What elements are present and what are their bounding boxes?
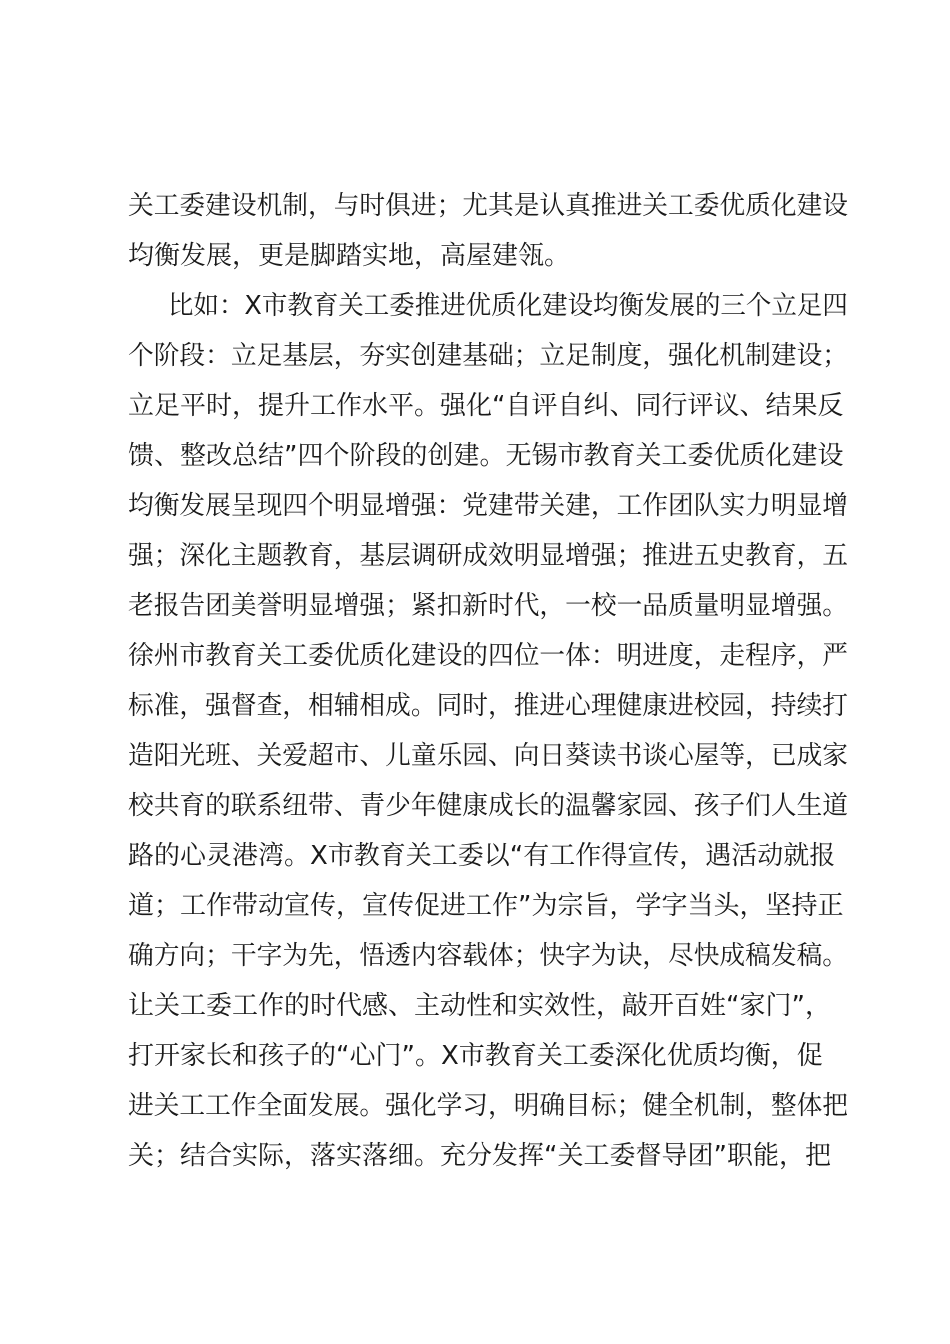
text-line: 老报告团美誉明显增强；紧扣新时代，一校一品质量明显增强。 — [128, 591, 849, 621]
text-line: 造阳光班、关爱超市、儿童乐园、向日葵读书谈心屋等，已成家 — [128, 741, 849, 771]
text-line: 关工委建设机制，与时俱进；尤其是认真推进关工委优质化建设 — [128, 191, 849, 221]
text-line: 确方向；干字为先，悟透内容载体；快字为诀，尽快成稿发稿。 — [128, 941, 849, 971]
text-line: 强；深化主题教育，基层调研成效明显增强；推进五史教育，五 — [128, 541, 849, 571]
text-line: 馈、整改总结”四个阶段的创建。无锡市教育关工委优质化建设 — [128, 441, 844, 471]
text-line: 个阶段：立足基层，夯实创建基础；立足制度，强化机制建设； — [128, 341, 849, 371]
text-line: 关；结合实际，落实落细。充分发挥“关工委督导团”职能，把 — [128, 1141, 831, 1171]
text-line: 立足平时，提升工作水平。强化“自评自纠、同行评议、结果反 — [128, 391, 844, 421]
text-line: 标准，强督查，相辅相成。同时，推进心理健康进校园，持续打 — [128, 691, 849, 721]
text-line: 路的心灵港湾。X市教育关工委以“有工作得宣传，遇活动就报 — [128, 841, 836, 871]
text-line: 徐州市教育关工委优质化建设的四位一体：明进度，走程序，严 — [128, 641, 849, 671]
text-line: 让关工委工作的时代感、主动性和实效性，敲开百姓“家门”， — [128, 991, 831, 1021]
text-line: 道；工作带动宣传，宣传促进工作”为宗旨，学字当头，坚持正 — [128, 891, 844, 921]
text-line: 进关工工作全面发展。强化学习，明确目标；健全机制，整体把 — [128, 1091, 849, 1121]
text-line: 打开家长和孩子的“心门”。X市教育关工委深化优质均衡，促 — [128, 1041, 823, 1071]
paragraph-start-line: 比如：X市教育关工委推进优质化建设均衡发展的三个立足四 — [168, 291, 848, 321]
text-line: 校共育的联系纽带、青少年健康成长的温馨家园、孩子们人生道 — [128, 791, 849, 821]
text-line: 均衡发展呈现四个明显增强：党建带关建，工作团队实力明显增 — [128, 491, 849, 521]
text-line: 均衡发展，更是脚踏实地，高屋建瓴。 — [128, 241, 571, 271]
